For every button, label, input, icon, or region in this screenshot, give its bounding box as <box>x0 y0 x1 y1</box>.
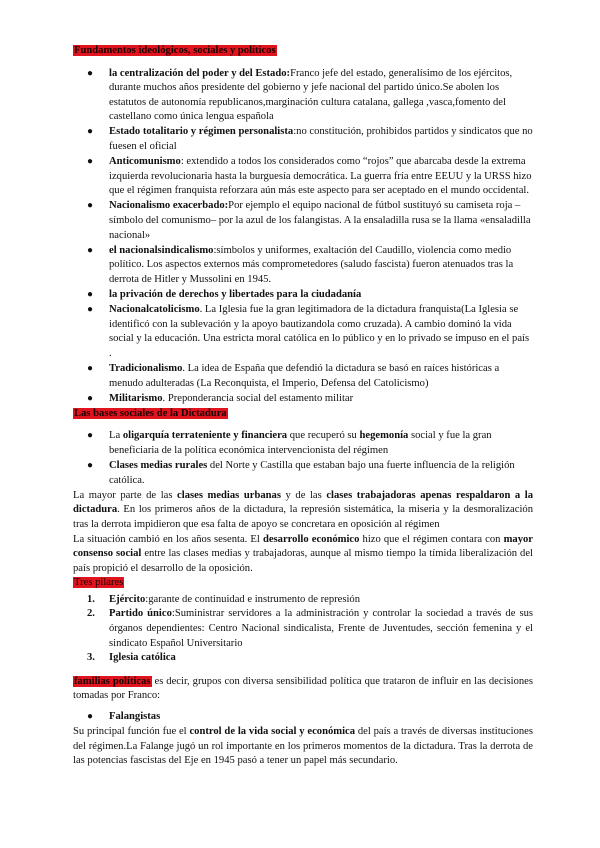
section-title: familias políticas <box>74 675 151 687</box>
section-title: Las bases sociales de la Dictadura <box>74 407 227 419</box>
item-term: Militarismo <box>109 392 163 404</box>
item-term: Estado totalitario y régimen personalista <box>109 126 294 138</box>
list-item <box>73 593 533 608</box>
section-heading-fundamentos <box>73 44 533 59</box>
item-term: Clases medias rurales <box>109 460 208 472</box>
bullet-icon: ● <box>87 67 94 79</box>
item-term: Iglesia católica <box>109 652 176 664</box>
item-text: Por ejemplo el equipo nacional de fútbol sustituyó su camiseta roja –símbolo del comunismo– por la azul de los falangistas. A la ensaladilla rusa se la llama «ensaladilla nacional» <box>109 200 531 241</box>
section-title: Fundamentos ideológicos, sociales y políticos <box>74 45 276 56</box>
list-item <box>73 303 533 361</box>
familias-list <box>73 710 533 725</box>
item-text: . Preponderancia social del estamento militar <box>162 392 354 404</box>
item-term: Ejército <box>109 593 146 605</box>
section-heading-bases-sociales <box>73 407 533 422</box>
bullet-icon: ● <box>87 200 94 212</box>
bullet-icon: ● <box>87 289 94 300</box>
fundamentos-list <box>73 67 533 407</box>
list-item <box>73 67 533 125</box>
bullet-icon: ● <box>87 362 94 374</box>
item-term: Anticomunismo <box>109 156 181 168</box>
item-text: Franco jefe del estado, generalísimo de los ejércitos, durante muchos años presidente del gobierno y jefe nacional del partido único.Se abolen los estatutos de autonomía republicanos,marginación cultura catalana, gallega ,vasca,fomento del castellano como única lengua española <box>109 67 513 123</box>
bullet-icon: ● <box>87 460 94 472</box>
bullet-icon: ● <box>87 430 94 442</box>
bullet-icon: ● <box>87 304 94 316</box>
item-text: . La idea de España que defendió la dictadura se basó en raíces históricas a menudo adulteradas (La Reconquista, el Imperio, Defensa del Catolicismo) <box>109 362 500 389</box>
paragraph: La situación cambió en los años sesenta. El desarrollo económico hizo que el régimen contara con mayor consenso social entre las clases medias y trabajadoras, aunque al mismo tiempo la tímida liberalización del país propició el desarrollo de la oposición. <box>73 533 533 574</box>
item-text: . La Iglesia fue la gran legitimadora de la dictadura franquista(La Iglesia se identificó con la sublevación y la apoyo bautizandola como cruzada). A cambio dominó la vida social y la educación. Una estricta moral católica en lo público y en lo privado se impuso en el país . <box>109 304 530 359</box>
list-item <box>73 459 533 488</box>
list-item <box>73 651 533 666</box>
item-term: Partido único <box>109 608 172 620</box>
bullet-icon: ● <box>87 711 94 723</box>
item-number: 3. <box>87 652 95 664</box>
item-number: 2. <box>87 608 95 620</box>
bullet-icon: ● <box>87 392 94 404</box>
list-item <box>73 155 533 199</box>
item-term: hegemonía <box>359 430 409 442</box>
list-item <box>73 362 533 391</box>
section-heading-tres-pilares <box>73 576 533 591</box>
paragraph-familias: familias políticas es decir, grupos con diversa sensibilidad política que trataron de influir en las decisiones tomadas por Franco: <box>73 675 534 702</box>
bullet-icon: ● <box>87 244 94 256</box>
item-text: :símbolos y uniformes, exaltación del Caudillo, violencia como medio político. Los aspectos externos más comprometedores (saludo fascista) fueron atenuados tras la derrota de Hitler y Mussolini en 1945. <box>109 244 514 285</box>
section-title: Tres pilares <box>74 577 124 589</box>
item-term: el nacionalsindicalismo <box>109 244 214 256</box>
item-text: del Norte y Castilla que estaban bajo una fuerte influencia de la religión católica. <box>109 460 515 486</box>
item-term: Tradicionalismo <box>109 362 183 374</box>
list-item <box>73 244 533 288</box>
item-term: Nacionalcatolicismo <box>109 304 200 316</box>
item-term: la centralización del poder y del Estado: <box>109 67 291 79</box>
list-item <box>73 125 533 154</box>
item-number: 1. <box>87 593 95 605</box>
paragraph: Su principal función fue el control de la vida social y económica del país a través de diversas instituciones del régimen.La Falange jugó un rol importante en los primeros momentos de la dictadura. Tras la derrota de las potencias fascistas del Eje en 1945 pasó a tener un papel más secundario. <box>73 726 533 767</box>
item-term: Nacionalismo exacerbado: <box>109 200 229 212</box>
bullet-icon: ● <box>87 156 94 168</box>
document-body <box>73 44 533 769</box>
item-text: :Suministrar servidores a la administración y controlar la sociedad a través de sus órganos dependientes: Centro Nacional sindicalista, Frente de Juventudes, sección femenina y el sindicato Español Universitario <box>109 608 533 649</box>
item-term: oligarquía terrateniente y financiera <box>122 430 288 442</box>
item-term: Falangistas <box>109 711 161 723</box>
item-text: :garante de continuidad e instrumento de represión <box>145 593 361 605</box>
list-item: ● La oligarquía terrateniente y financiera que recuperó su hegemonía social y fue la gran beneficiaria de la política económica intervencionista del régimen <box>87 430 492 456</box>
list-item <box>73 710 533 725</box>
bullet-icon: ● <box>87 126 94 138</box>
list-item <box>73 392 533 407</box>
bases-list <box>73 429 533 488</box>
list-item <box>73 288 533 303</box>
list-item <box>73 199 533 243</box>
pilares-list <box>73 593 533 666</box>
paragraph: La mayor parte de las clases medias urbanas y de las clases trabajadoras apenas respaldaron a la dictadura. En los primeros años de la dictadura, la represión sistemática, la miseria y la desmoralización tras la derrota impidieron que esa falta de apoyo se concretara en oposición al régimen <box>73 489 534 530</box>
item-term: la privación de derechos y libertades para la ciudadanía <box>109 289 362 300</box>
item-text: :no constitución, prohibidos partidos y sindicatos que no fuesen el oficial <box>109 126 533 153</box>
item-text: : extendido a todos los considerados como “rojos” que abarcaba desde la extrema izquierda revolucionaria hasta la burguesía democrática. La guerra fría entre EEUU y la URSS hizo que el régimen franquista reforzara aún más este aspecto para ser aceptado en el mundo occidental. <box>109 156 532 197</box>
list-item <box>73 607 533 651</box>
